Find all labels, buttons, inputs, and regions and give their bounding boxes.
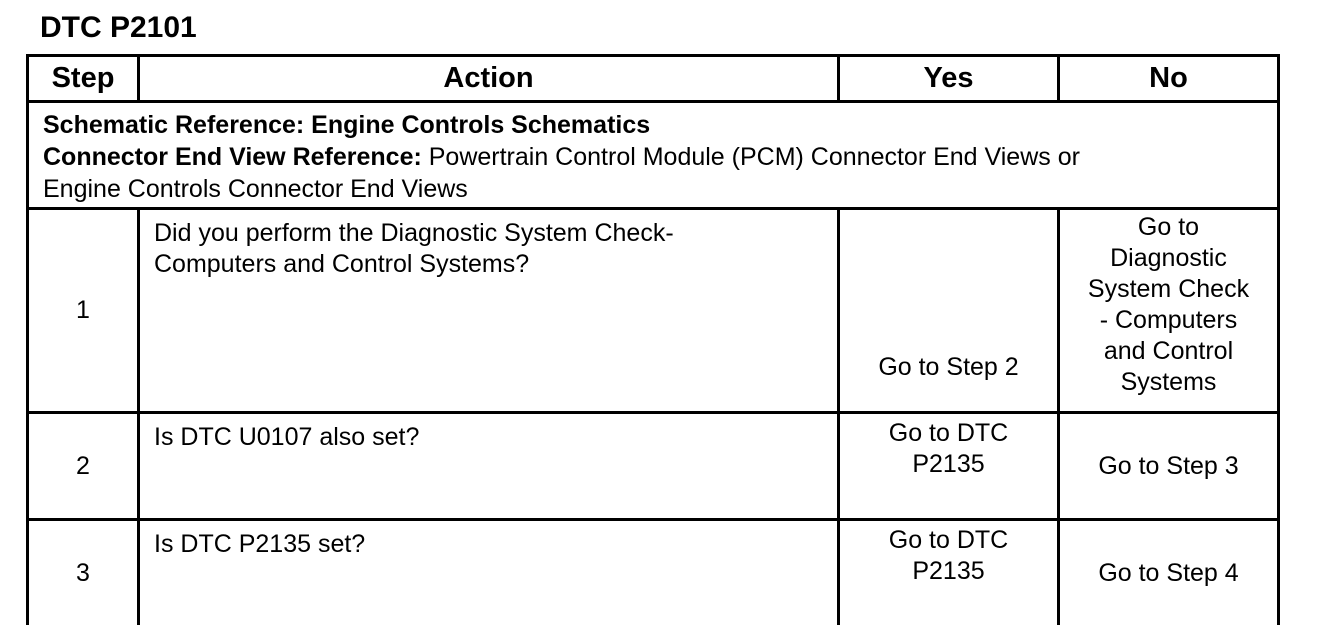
diagnostic-table (26, 54, 1280, 625)
no-result (1059, 520, 1279, 626)
no-result-text: Go to Step 4 (1098, 559, 1239, 587)
connector-reference (43, 141, 1277, 173)
yes-result-text: Go to Step 2 (878, 353, 1019, 381)
schematic-reference: Schematic Reference: Engine Controls Schematics (43, 111, 651, 139)
table-row (28, 413, 1279, 520)
no-result (1059, 209, 1279, 413)
action-text (139, 209, 839, 413)
yes-result-text: Go to DTC P2135 (888, 526, 1009, 585)
no-result-text: Go to Diagnostic System Check - Computers and Control Systems (1087, 213, 1250, 396)
action-text (139, 520, 839, 626)
yes-result (839, 520, 1059, 626)
yes-result (839, 413, 1059, 520)
action-text-content: Is DTC P2135 set? (154, 530, 366, 558)
action-text-content: Did you perform the Diagnostic System Check- Computers and Control Systems? (154, 219, 674, 278)
table-row (28, 209, 1279, 413)
no-result (1059, 413, 1279, 520)
step-number: 3 (28, 520, 139, 626)
column-header-action: Action (139, 56, 839, 102)
column-header-step: Step (28, 56, 139, 102)
reference-row (28, 102, 1279, 209)
yes-result (839, 209, 1059, 413)
connector-reference-text-2: Engine Controls Connector End Views (43, 175, 468, 203)
step-number: 2 (28, 413, 139, 520)
column-header-no: No (1059, 56, 1279, 102)
yes-result-text: Go to DTC P2135 (888, 419, 1009, 478)
step-number: 1 (28, 209, 139, 413)
connector-reference-text-1: Powertrain Control Module (PCM) Connector End Views or (421, 143, 1080, 171)
action-text-content: Is DTC U0107 also set? (154, 423, 420, 451)
column-header-yes: Yes (839, 56, 1059, 102)
page-title: DTC P2101 (40, 11, 197, 44)
table-row (28, 520, 1279, 626)
action-text (139, 413, 839, 520)
connector-reference-label: Connector End View Reference: (43, 143, 422, 171)
reference-cell (28, 102, 1279, 209)
no-result-text: Go to Step 3 (1098, 452, 1239, 480)
table-header-row (28, 56, 1279, 102)
